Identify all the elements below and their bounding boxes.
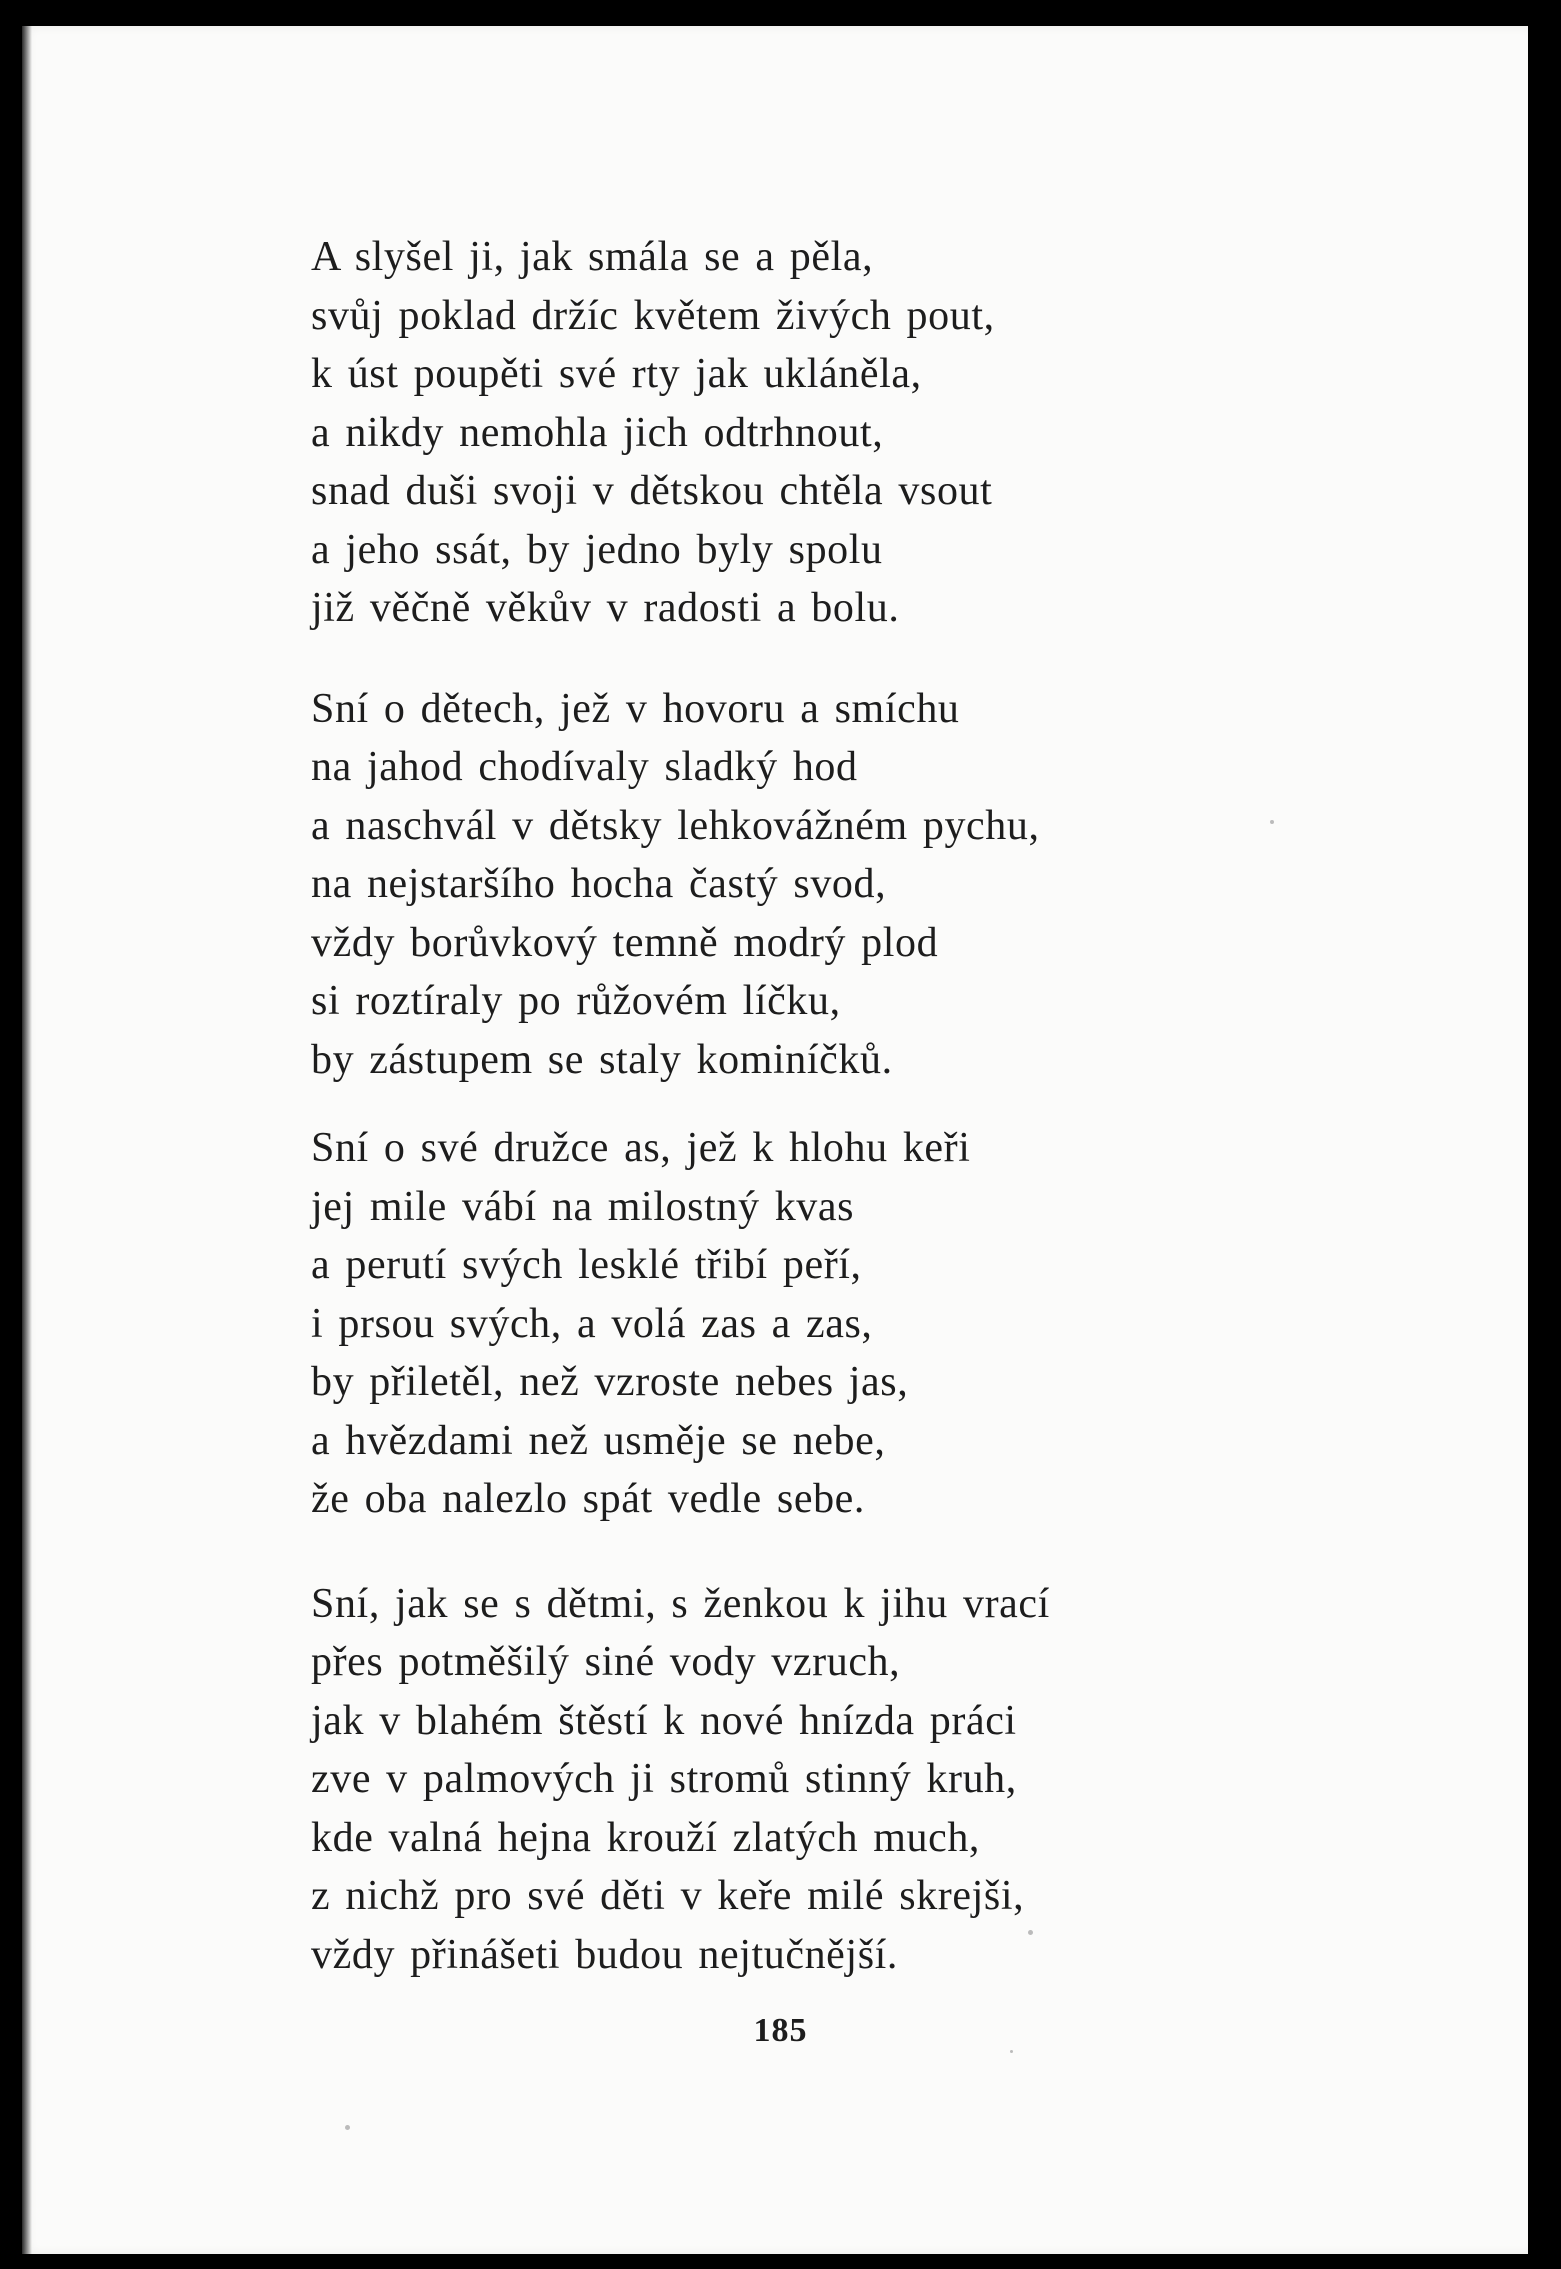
verse-line: a nikdy nemohla jich odtrhnout, (311, 409, 884, 456)
scan-speck (1028, 1930, 1033, 1935)
page-edge-shadow (22, 26, 32, 2254)
poem-text (311, 228, 1050, 2026)
stanza-3 (311, 1119, 1050, 1529)
verse-line: přes potměšilý siné vody vzruch, (311, 1639, 901, 1685)
stanza-1 (311, 228, 1050, 638)
verse-line: Sní o dětech, jež v hovoru a smíchu (311, 685, 960, 732)
verse-line: a perutí svých lesklé třibí peří, (311, 1242, 862, 1288)
verse-line: jej mile vábí na milostný kvas (311, 1183, 855, 1230)
verse-line: zve v palmových ji stromů stinný kruh, (311, 1756, 1017, 1802)
stanza-4 (311, 1575, 1050, 1985)
verse-line: vždy přinášeti budou nejtučnější. (311, 1931, 899, 1978)
verse-line: A slyšel ji, jak smála se a pěla, (311, 234, 874, 280)
page-number: 185 (753, 2012, 808, 2049)
verse-line: Sní o své družce as, jež k hlohu keři (311, 1125, 971, 1171)
verse-line: k úst poupěti své rty jak ukláněla, (311, 351, 922, 397)
verse-line: již věčně věkův v radosti a bolu. (311, 585, 900, 631)
verse-line: že oba nalezlo spát vedle sebe. (311, 1476, 866, 1522)
verse-line: z nichž pro své děti v keře milé skrejši, (311, 1873, 1025, 1919)
stanza-2 (311, 680, 1050, 1090)
verse-line: i prsou svých, a volá zas a zas, (311, 1300, 873, 1347)
verse-line: na jahod chodívaly sladký hod (311, 744, 858, 790)
verse-line: by přiletěl, než vzroste nebes jas, (311, 1359, 909, 1405)
scan-speck (1010, 2050, 1013, 2053)
verse-line: svůj poklad držíc květem živých pout, (311, 292, 995, 339)
verse-line: a naschvál v dětsky lehkovážném pychu, (311, 802, 1040, 849)
verse-line: Sní, jak se s dětmi, s ženkou k jihu vrací (311, 1580, 1050, 1627)
verse-line: by zástupem se staly kominíčků. (311, 1036, 893, 1083)
verse-line: a jeho ssát, by jedno byly spolu (311, 526, 883, 573)
verse-line: jak v blahém štěstí k nové hnízda práci (311, 1697, 1017, 1744)
scan-speck (345, 2125, 350, 2130)
verse-line: a hvězdami než usměje se nebe, (311, 1417, 886, 1464)
scan-speck (1270, 820, 1274, 824)
verse-line: si roztíraly po růžovém líčku, (311, 978, 841, 1024)
verse-line: snad duši svoji v dětskou chtěla vsout (311, 468, 993, 514)
verse-line: vždy borůvkový temně modrý plod (311, 919, 939, 966)
verse-line: kde valná hejna krouží zlatých much, (311, 1814, 981, 1861)
verse-line: na nejstaršího hocha častý svod, (311, 861, 887, 907)
